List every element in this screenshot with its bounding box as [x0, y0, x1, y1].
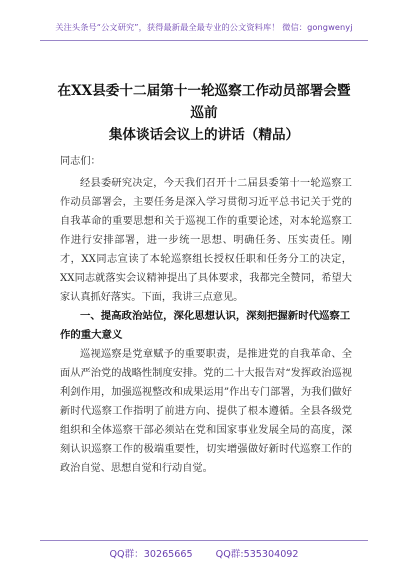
footer [0, 546, 408, 560]
document-body [60, 152, 352, 478]
footer-qq-group-1: QQ群：30265665 [109, 549, 193, 560]
document-title [54, 80, 354, 146]
paragraph-intro: 经县委研究决定，今天我们召开十二届县委第十一轮巡察工作动员部署会，主要任务是深入学习贯彻习近平总书记关于党的自我革命的重要思想和关于巡视工作的重要论述，对本轮巡察工作进行安排部署，进一步统一思想、明确任务、压实责任。刚才，XX同志宣读了本轮巡察组长授权任职和任务分工的决定，XX同志就落实会议精神提出了具体要求，我都完全赞同，希望大家认真抓好落实。下面，我讲三点意见。 [60, 178, 352, 303]
header-banner: 关注头条号“公文研究”，获得最新最全最专业的公文资料库！ 微信：gongwenyj [55, 22, 353, 32]
section-heading-1: 一、提高政治站位，深化思想认识，深刻把握新时代巡察工作的重大意义 [60, 310, 351, 341]
header-divider [40, 40, 368, 41]
title-line-1: 在XX县委十二届第十一轮巡察工作动员部署会暨巡前 [57, 83, 351, 121]
footer-divider [40, 540, 368, 541]
paragraph-section-1: 巡视巡察是党章赋予的重要职责，是推进党的自我革命、全面从严治党的战略性制度安排。党的二十大报告对“发挥政治巡视利剑作用，加强巡视整改和成果运用”作出专门部署，为我们做好新时代巡察工作指明了前进方向、提供了根本遵循。全县各级党组织和全体巡察干部必须站在党和国家事业发展全局的高度，深刻认识巡察工作的极端重要性，切实增强做好新时代巡察工作的政治自觉、思想自觉和行动自觉。 [60, 349, 352, 474]
footer-qq-group-2: QQ群:535304092 [215, 549, 299, 560]
title-line-2: 集体谈话会议上的讲话（精品） [108, 127, 300, 143]
salutation: 同志们： [60, 156, 101, 167]
